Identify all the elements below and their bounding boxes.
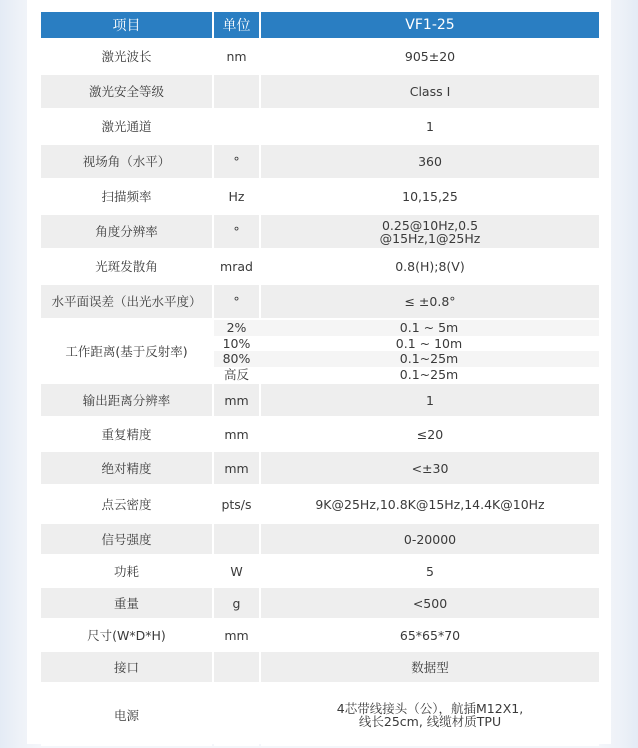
row-name: 电源 bbox=[41, 684, 212, 746]
row-value: 1 bbox=[261, 384, 599, 416]
row-unit bbox=[214, 652, 259, 682]
row-unit: mm bbox=[214, 452, 259, 484]
table-row bbox=[41, 418, 599, 450]
row-value: 1 bbox=[261, 110, 599, 143]
distance-value: 0.1~25m bbox=[399, 366, 459, 382]
table-row bbox=[41, 215, 599, 248]
header-item: 项目 bbox=[41, 12, 212, 38]
reflectivity-label: 10% bbox=[222, 335, 251, 351]
table-row bbox=[41, 524, 599, 554]
list-item bbox=[214, 336, 599, 352]
row-unit bbox=[214, 75, 259, 108]
row-value: 0.8(H);8(V) bbox=[261, 250, 599, 283]
row-value-multiline bbox=[261, 215, 599, 248]
table-row bbox=[41, 556, 599, 586]
row-value: 0-20000 bbox=[261, 524, 599, 554]
reflectivity-label: 2% bbox=[226, 320, 247, 336]
row-value-multiline bbox=[261, 684, 599, 746]
table-row bbox=[41, 285, 599, 318]
row-name: 接口 bbox=[41, 652, 212, 682]
distance-value: 0.1~25m bbox=[399, 351, 459, 367]
table-row bbox=[41, 384, 599, 416]
header-row bbox=[41, 12, 599, 38]
row-name: 水平面误差（出光水平度） bbox=[41, 285, 212, 318]
row-name: 工作距离(基于反射率) bbox=[41, 320, 212, 382]
row-unit: mm bbox=[214, 384, 259, 416]
table-row bbox=[41, 452, 599, 484]
row-value: Class Ⅰ bbox=[261, 75, 599, 108]
row-name: 扫描频率 bbox=[41, 180, 212, 213]
row-name: 视场角（水平） bbox=[41, 145, 212, 178]
row-unit: ° bbox=[214, 145, 259, 178]
row-unit bbox=[214, 524, 259, 554]
table-row bbox=[41, 486, 599, 522]
row-name: 绝对精度 bbox=[41, 452, 212, 484]
row-unit: g bbox=[214, 588, 259, 618]
row-name: 重复精度 bbox=[41, 418, 212, 450]
table-row bbox=[41, 250, 599, 283]
row-name: 光斑发散角 bbox=[41, 250, 212, 283]
row-name: 信号强度 bbox=[41, 524, 212, 554]
row-name: 尺寸(W*D*H) bbox=[41, 620, 212, 650]
table-row bbox=[41, 620, 599, 650]
list-item bbox=[214, 367, 599, 383]
row-unit: ° bbox=[214, 215, 259, 248]
value-line: @15Hz,1@25Hz bbox=[379, 230, 481, 246]
distance-value: 0.1 ~ 5m bbox=[399, 320, 459, 336]
row-value: 905±20 bbox=[261, 40, 599, 73]
row-value: ≤20 bbox=[261, 418, 599, 450]
header-unit: 单位 bbox=[214, 12, 259, 38]
row-value: <500 bbox=[261, 588, 599, 618]
list-item bbox=[214, 320, 599, 336]
row-unit: Hz bbox=[214, 180, 259, 213]
list-item bbox=[214, 351, 599, 367]
table-row bbox=[41, 320, 599, 382]
row-unit: mm bbox=[214, 620, 259, 650]
row-unit: mm bbox=[214, 418, 259, 450]
row-unit: pts/s bbox=[214, 486, 259, 522]
row-value: 5 bbox=[261, 556, 599, 586]
row-value: 360 bbox=[261, 145, 599, 178]
row-unit: nm bbox=[214, 40, 259, 73]
table-row bbox=[41, 588, 599, 618]
row-name: 功耗 bbox=[41, 556, 212, 586]
distance-value: 0.1 ~ 10m bbox=[395, 335, 463, 351]
working-distance-subtable bbox=[214, 320, 599, 382]
table-row bbox=[41, 684, 599, 746]
reflectivity-label: 高反 bbox=[223, 366, 249, 382]
row-name: 输出距离分辨率 bbox=[41, 384, 212, 416]
row-name: 角度分辨率 bbox=[41, 215, 212, 248]
reflectivity-label: 80% bbox=[222, 351, 251, 367]
row-value: 65*65*70 bbox=[261, 620, 599, 650]
row-name: 激光通道 bbox=[41, 110, 212, 143]
table-row bbox=[41, 75, 599, 108]
value-line: 0.25@10Hz,0.5 bbox=[381, 217, 479, 233]
row-value: ≤ ±0.8° bbox=[261, 285, 599, 318]
row-unit: ° bbox=[214, 285, 259, 318]
value-line: 线长25cm, 线缆材质TPU bbox=[358, 714, 502, 729]
row-name: 点云密度 bbox=[41, 486, 212, 522]
table-row bbox=[41, 652, 599, 682]
row-name: 激光安全等级 bbox=[41, 75, 212, 108]
row-value: 数据型 bbox=[261, 652, 599, 682]
spec-table bbox=[39, 10, 601, 748]
row-name: 激光波长 bbox=[41, 40, 212, 73]
spec-card bbox=[27, 0, 611, 744]
row-unit: W bbox=[214, 556, 259, 586]
header-model: VF1-25 bbox=[261, 12, 599, 38]
row-value: <±30 bbox=[261, 452, 599, 484]
table-row bbox=[41, 180, 599, 213]
row-name: 重量 bbox=[41, 588, 212, 618]
value-line: 4芯带线接头（公），航插M12X1, bbox=[336, 701, 524, 716]
table-row bbox=[41, 145, 599, 178]
table-row bbox=[41, 110, 599, 143]
row-value: 9K@25Hz,10.8K@15Hz,14.4K@10Hz bbox=[261, 486, 599, 522]
row-unit bbox=[214, 110, 259, 143]
row-value: 10,15,25 bbox=[261, 180, 599, 213]
row-unit bbox=[214, 684, 259, 746]
table-row bbox=[41, 40, 599, 73]
row-unit: mrad bbox=[214, 250, 259, 283]
